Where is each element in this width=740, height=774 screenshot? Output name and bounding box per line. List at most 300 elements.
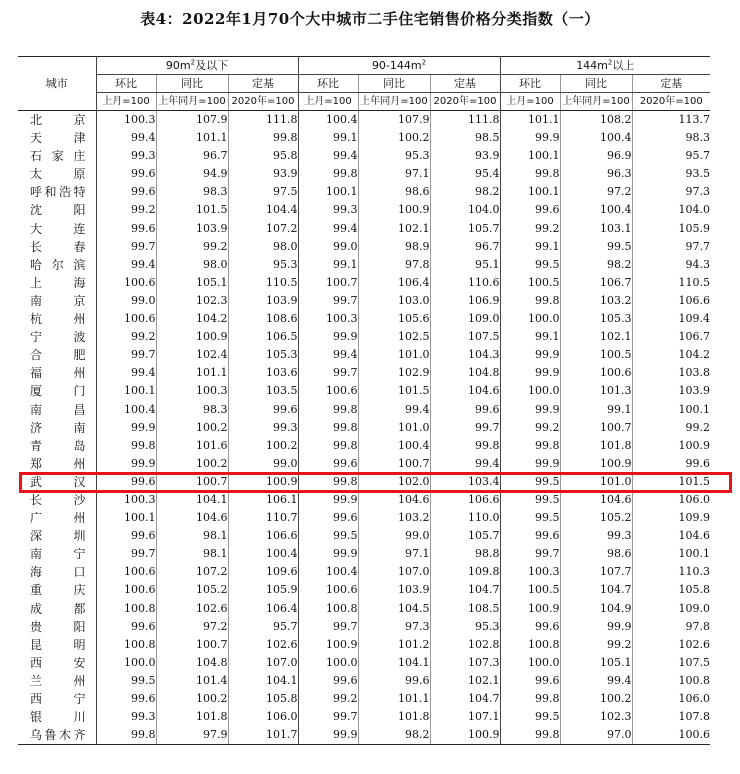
value-cell: 100.7 [358,455,430,473]
value-cell: 99.7 [298,618,358,636]
value-cell: 103.8 [678,366,711,380]
value-cell: 102.4 [156,346,228,364]
city-cell: 郑州 [18,455,96,473]
table-row [18,618,710,636]
value-cell: 100.7 [156,636,228,654]
city-cell: 太原 [18,165,96,183]
value-cell: 99.8 [298,401,358,419]
city-cell: 西安 [18,654,96,672]
value-cell: 99.6 [298,509,358,527]
value-cell: 106.7 [560,274,632,292]
value-cell: 109.0 [678,601,711,615]
value-cell: 99.7 [96,545,156,563]
value-cell: 97.3 [358,618,430,636]
value-cell: 99.6 [96,618,156,636]
value-cell: 96.3 [560,165,632,183]
value-cell: 99.4 [560,672,632,690]
value-cell: 100.9 [500,600,560,618]
value-cell: 100.4 [560,129,632,147]
value-cell: 99.5 [560,238,632,256]
value-cell: 99.8 [500,726,560,745]
value-cell: 105.6 [358,310,430,328]
value-cell: 104.6 [430,382,500,400]
value-cell: 107.0 [228,654,298,672]
value-cell: 104.6 [560,491,632,509]
city-cell: 石家庄 [18,147,96,165]
value-cell: 104.9 [560,600,632,618]
value-cell: 106.5 [228,328,298,346]
city-cell: 昆明 [18,636,96,654]
value-cell: 99.9 [96,419,156,437]
table-row [18,220,710,238]
value-cell: 100.6 [632,726,710,745]
value-cell: 97.0 [560,726,632,745]
value-cell: 99.1 [500,328,560,346]
value-cell: 99.6 [228,401,298,419]
value-cell: 99.0 [96,292,156,310]
city-cell: 济南 [18,419,96,437]
value-cell: 100.9 [298,636,358,654]
value-cell: 98.3 [156,183,228,201]
value-cell: 100.3 [156,382,228,400]
city-cell: 呼和浩特 [18,183,96,201]
value-cell: 99.4 [96,129,156,147]
value-cell: 107.2 [228,220,298,238]
value-cell: 99.5 [298,527,358,545]
value-cell: 103.9 [228,292,298,310]
value-cell: 99.2 [298,690,358,708]
value-cell: 99.6 [96,473,156,491]
value-cell: 97.3 [685,185,711,199]
table-row [18,509,710,527]
value-cell: 98.8 [430,545,500,563]
value-cell: 99.6 [298,455,358,473]
value-cell: 97.2 [560,183,632,201]
value-cell: 98.0 [228,238,298,256]
value-cell: 102.3 [156,292,228,310]
value-cell: 100.2 [228,437,298,455]
value-cell: 104.6 [678,529,711,543]
value-cell: 106.7 [678,330,711,344]
value-cell: 99.8 [298,473,358,491]
value-cell: 105.8 [228,690,298,708]
city-cell: 南京 [18,292,96,310]
city-cell: 乌鲁木齐 [18,726,96,745]
table-row [18,726,710,745]
value-cell: 109.9 [678,511,711,525]
value-cell: 107.3 [430,654,500,672]
city-cell: 成都 [18,600,96,618]
value-cell: 104.2 [678,348,711,362]
value-cell: 104.6 [358,491,430,509]
value-cell: 99.8 [298,165,358,183]
value-cell: 100.2 [560,690,632,708]
value-cell: 104.7 [430,690,500,708]
value-cell: 99.8 [500,437,560,455]
value-cell: 100.1 [500,147,560,165]
base-header-2-0: 上月=100 [500,93,560,111]
value-cell: 101.0 [560,473,632,491]
value-cell: 99.9 [500,455,560,473]
value-cell: 100.1 [96,382,156,400]
value-cell: 99.7 [96,238,156,256]
value-cell: 104.6 [156,509,228,527]
value-cell: 99.0 [298,238,358,256]
value-cell: 108.6 [228,310,298,328]
value-cell: 105.1 [560,654,632,672]
value-cell: 100.0 [298,654,358,672]
value-cell: 100.8 [96,636,156,654]
value-cell: 101.2 [358,636,430,654]
value-cell: 99.5 [500,708,560,726]
value-cell: 105.3 [560,310,632,328]
city-cell: 宁波 [18,328,96,346]
value-cell: 106.9 [430,292,500,310]
value-cell: 99.6 [430,401,500,419]
value-cell: 98.6 [358,183,430,201]
city-cell: 青岛 [18,437,96,455]
sub-header-2-0: 环比 [500,75,560,93]
value-cell: 100.0 [500,382,560,400]
city-cell: 厦门 [18,382,96,400]
value-cell: 99.8 [430,437,500,455]
value-cell: 101.8 [156,708,228,726]
value-cell: 110.5 [678,275,711,289]
value-cell: 107.5 [678,655,711,669]
table-row [18,328,710,346]
value-cell: 99.4 [358,401,430,419]
value-cell: 100.5 [500,274,560,292]
table-row [18,672,710,690]
value-cell: 99.5 [500,256,560,274]
value-cell: 103.1 [560,220,632,238]
value-cell: 104.7 [560,581,632,599]
value-cell: 95.4 [430,165,500,183]
value-cell: 100.3 [298,310,358,328]
value-cell: 99.6 [500,527,560,545]
value-cell: 99.4 [298,220,358,238]
value-cell: 102.6 [228,636,298,654]
value-cell: 99.6 [685,456,711,470]
value-cell: 102.1 [430,672,500,690]
table-row [18,455,710,473]
value-cell: 100.0 [96,654,156,672]
value-cell: 99.6 [500,618,560,636]
sub-header-1-1: 同比 [358,75,430,93]
value-cell: 102.9 [358,364,430,382]
city-cell: 兰州 [18,672,96,690]
value-cell: 99.6 [500,672,560,690]
price-index-table [18,56,710,745]
value-cell: 100.9 [156,328,228,346]
value-cell: 111.8 [228,111,298,130]
value-cell: 104.4 [228,201,298,219]
value-cell: 95.3 [228,256,298,274]
value-cell: 104.3 [430,346,500,364]
city-cell: 银川 [18,708,96,726]
value-cell: 105.7 [430,527,500,545]
value-cell: 104.0 [678,203,711,217]
city-cell: 上海 [18,274,96,292]
value-cell: 100.5 [560,346,632,364]
value-cell: 98.2 [560,256,632,274]
city-cell: 北京 [18,111,96,130]
city-cell: 合肥 [18,346,96,364]
value-cell: 98.3 [685,131,711,145]
value-cell: 93.9 [228,165,298,183]
value-cell: 99.6 [96,165,156,183]
value-cell: 106.4 [358,274,430,292]
value-cell: 104.0 [430,201,500,219]
sub-header-0-1: 同比 [156,75,228,93]
value-cell: 102.6 [156,600,228,618]
table-row [18,111,710,130]
value-cell: 99.3 [228,419,298,437]
value-cell: 100.8 [96,600,156,618]
value-cell: 99.5 [500,491,560,509]
value-cell: 110.3 [678,565,711,579]
table-row [18,527,710,545]
value-cell: 106.4 [228,600,298,618]
value-cell: 98.5 [430,129,500,147]
value-cell: 95.7 [685,149,711,163]
value-cell: 106.6 [430,491,500,509]
value-cell: 110.7 [228,509,298,527]
value-cell: 97.8 [685,619,711,633]
value-cell: 99.3 [96,147,156,165]
value-cell: 99.9 [500,346,560,364]
city-cell: 重庆 [18,581,96,599]
value-cell: 99.9 [500,364,560,382]
value-cell: 99.9 [298,491,358,509]
table-row [18,165,710,183]
table-row [18,581,710,599]
value-cell: 99.3 [560,527,632,545]
sub-header-row [18,75,710,93]
value-cell: 106.0 [678,492,711,506]
city-cell: 广州 [18,509,96,527]
city-cell: 深圳 [18,527,96,545]
value-cell: 100.9 [678,438,711,452]
value-cell: 107.2 [156,563,228,581]
value-cell: 99.2 [96,328,156,346]
value-cell: 100.6 [298,382,358,400]
value-cell: 107.5 [430,328,500,346]
value-cell: 95.8 [228,147,298,165]
city-cell: 沈阳 [18,201,96,219]
value-cell: 95.3 [358,147,430,165]
value-cell: 102.8 [430,636,500,654]
value-cell: 104.7 [430,581,500,599]
value-cell: 99.5 [96,672,156,690]
value-cell: 99.4 [96,256,156,274]
value-cell: 100.3 [96,111,156,130]
value-cell: 102.1 [358,220,430,238]
value-cell: 107.7 [560,563,632,581]
value-cell: 99.1 [560,401,632,419]
value-cell: 102.1 [560,328,632,346]
value-cell: 99.4 [298,147,358,165]
value-cell: 98.1 [156,527,228,545]
value-cell: 99.5 [500,509,560,527]
value-cell: 99.7 [298,292,358,310]
table-row [18,364,710,382]
value-cell: 99.3 [298,201,358,219]
value-cell: 95.1 [430,256,500,274]
value-cell: 110.5 [228,274,298,292]
value-cell: 101.5 [358,382,430,400]
base-header-1-0: 上月=100 [298,93,358,111]
value-cell: 101.5 [156,201,228,219]
value-cell: 100.0 [500,654,560,672]
value-cell: 99.4 [96,364,156,382]
value-cell: 100.1 [96,509,156,527]
table-row [18,636,710,654]
value-cell: 104.5 [358,600,430,618]
value-cell: 105.1 [156,274,228,292]
value-cell: 99.4 [298,346,358,364]
value-cell: 94.3 [685,257,711,271]
city-cell: 长沙 [18,491,96,509]
value-cell: 100.9 [430,726,500,745]
value-cell: 99.9 [500,129,560,147]
table-row [18,419,710,437]
base-header-0-2: 2020年=100 [228,93,298,111]
sub-header-1-2: 定基 [430,75,500,93]
value-cell: 100.8 [678,673,711,687]
value-cell: 100.2 [156,690,228,708]
value-cell: 99.7 [298,364,358,382]
value-cell: 102.6 [678,637,711,651]
value-cell: 105.2 [560,509,632,527]
value-cell: 99.9 [298,545,358,563]
table-title: 表4：2022年1月70个大中城市二手住宅销售价格分类指数（一） [140,10,600,28]
value-cell: 100.4 [96,401,156,419]
value-cell: 100.6 [96,563,156,581]
value-cell: 110.6 [430,274,500,292]
value-cell: 104.2 [156,310,228,328]
city-cell: 长春 [18,238,96,256]
table-row [18,600,710,618]
value-cell: 107.8 [678,710,711,724]
value-cell: 99.9 [500,401,560,419]
value-cell: 103.2 [560,292,632,310]
value-cell: 105.9 [228,581,298,599]
city-column-header: 城市 [18,57,96,111]
value-cell: 103.6 [228,364,298,382]
city-cell: 杭州 [18,310,96,328]
value-cell: 106.0 [678,692,711,705]
city-cell: 西宁 [18,690,96,708]
table-row [18,346,710,364]
value-cell: 99.8 [500,690,560,708]
table-row [18,437,710,455]
value-cell: 105.8 [678,583,711,597]
value-cell: 107.0 [358,563,430,581]
value-cell: 96.7 [430,238,500,256]
group-header-144-above: $144m^2$以上 [500,57,710,75]
value-cell: 99.2 [560,636,632,654]
sub-header-0-2: 定基 [228,75,298,93]
value-cell: 110.0 [430,509,500,527]
value-cell: 101.7 [228,726,298,745]
value-cell: 103.9 [678,384,711,398]
value-cell: 99.7 [500,545,560,563]
value-cell: 99.4 [430,455,500,473]
value-cell: 103.5 [228,382,298,400]
value-cell: 101.1 [156,129,228,147]
value-cell: 104.1 [156,491,228,509]
value-cell: 100.6 [96,581,156,599]
table-row [18,129,710,147]
value-cell: 99.6 [96,527,156,545]
value-cell: 99.6 [96,183,156,201]
base-header-1-1: 上年同月=100 [358,93,430,111]
value-cell: 102.3 [560,708,632,726]
value-cell: 99.8 [228,129,298,147]
value-cell: 100.0 [500,310,560,328]
value-cell: 100.6 [560,364,632,382]
value-cell: 100.2 [156,455,228,473]
value-cell: 105.9 [678,221,711,235]
value-cell: 93.9 [430,147,500,165]
value-cell: 98.2 [358,726,430,745]
value-cell: 109.0 [430,310,500,328]
value-cell: 96.7 [156,147,228,165]
value-cell: 99.9 [96,455,156,473]
value-cell: 99.6 [96,690,156,708]
value-cell: 99.0 [358,527,430,545]
value-cell: 105.7 [430,220,500,238]
table-row [18,256,710,274]
value-cell: 100.3 [500,563,560,581]
value-cell: 103.9 [156,220,228,238]
value-cell: 99.6 [500,201,560,219]
table-row [18,292,710,310]
value-cell: 103.2 [358,509,430,527]
value-cell: 100.4 [560,201,632,219]
table-row [18,563,710,581]
value-cell: 99.2 [685,420,711,434]
value-cell: 98.3 [156,401,228,419]
value-cell: 100.4 [228,545,298,563]
table-row [18,382,710,400]
city-cell: 福州 [18,364,96,382]
value-cell: 97.1 [358,545,430,563]
value-cell: 99.6 [298,672,358,690]
table-row [18,545,710,563]
table-row [18,401,710,419]
sub-header-0-0: 环比 [96,75,156,93]
value-cell: 99.8 [96,726,156,745]
table-row [18,274,710,292]
value-cell: 100.6 [298,581,358,599]
value-cell: 97.7 [685,239,711,253]
group-header-90-below: $90m^2$及以下 [96,57,298,75]
value-cell: 99.7 [430,419,500,437]
value-cell: 109.6 [228,563,298,581]
value-cell: 101.0 [358,419,430,437]
value-cell: 108.5 [430,600,500,618]
base-header-0-0: 上月=100 [96,93,156,111]
value-cell: 97.5 [228,183,298,201]
value-cell: 99.2 [156,238,228,256]
value-cell: 103.9 [358,581,430,599]
value-cell: 101.1 [156,364,228,382]
value-cell: 104.1 [228,672,298,690]
value-cell: 101.0 [358,346,430,364]
base-header-0-1: 上年同月=100 [156,93,228,111]
